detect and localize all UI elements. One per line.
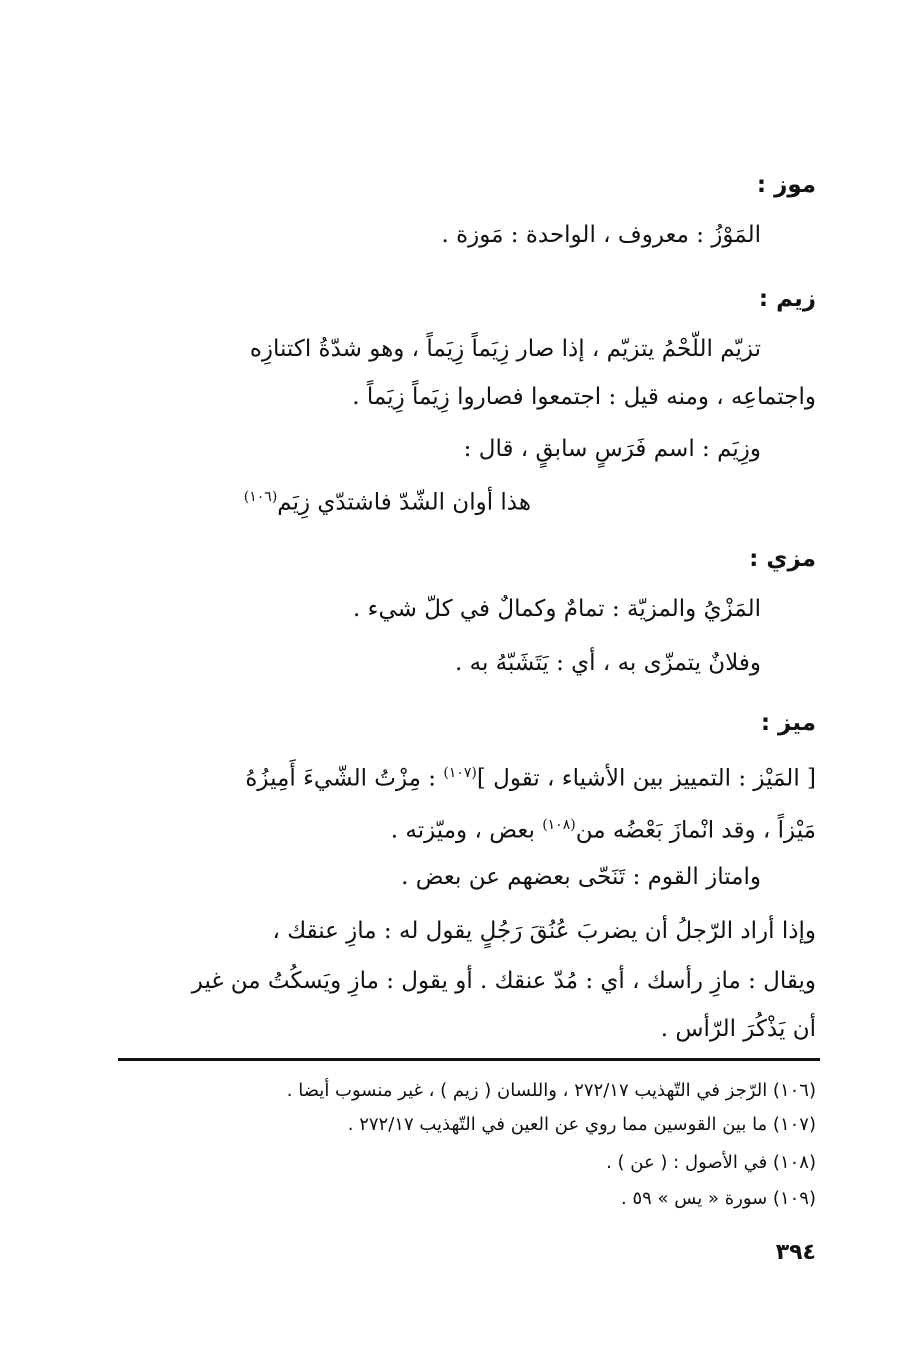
entry-line: وزِيَم : اسم فَرَسٍ سابقٍ ، قال : bbox=[463, 436, 761, 462]
entry-line: المَوْزُ : معروف ، الواحدة : مَوزة . bbox=[441, 222, 761, 248]
entry-line: وفلانٌ يتمزّى به ، أي : يَتَشَبّهُ به . bbox=[454, 650, 761, 676]
bracketed-text: [ المَيْز : التمييز بين الأشياء ، تقول ] bbox=[476, 765, 816, 792]
page-number: ٣٩٤ bbox=[775, 1240, 816, 1265]
entry-line: تزيّم اللّحْمُ يتزيّم ، إذا صار زِيَماً زِيَماً ، وهو شدّةُ اكتنازِه bbox=[249, 336, 761, 362]
footnote: (١٠٩) سورة « يس » ٥٩ . bbox=[621, 1188, 816, 1209]
verse-line bbox=[244, 482, 531, 518]
footnote: (١٠٦) الرّجز في التّهذيب ٢٧٢/١٧ ، واللسان ( زيم ) ، غير منسوب أيضا . bbox=[286, 1080, 816, 1101]
footnote-ref: (١٠٨) bbox=[542, 817, 576, 833]
entry-text: : مِزْتُ الشّيءَ أَمِيزُهُ bbox=[245, 765, 437, 792]
entry-line: وإذا أراد الرّجلُ أن يضربَ عُنُقَ رَجُلٍ يقول له : مازِ عنقك ، bbox=[272, 918, 816, 944]
footnote-ref: (١٠٦) bbox=[243, 489, 278, 505]
entry-line: واجتماعِه ، ومنه قيل : اجتمعوا فصاروا زِيَماً زِيَماً . bbox=[352, 384, 816, 410]
entry-line: المَزْيُ والمزيّة : تمامٌ وكمالٌ في كلّ شيء . bbox=[353, 596, 761, 622]
headword-mawz: موز : bbox=[756, 172, 816, 198]
footnote: (١٠٧) ما بين القوسين مما روي عن العين في التّهذيب ٢٧٢/١٧ . bbox=[347, 1114, 816, 1135]
footnote-ref: (١٠٧) bbox=[443, 765, 477, 781]
entry-line: أن يَذْكُرَ الرّأس . bbox=[660, 1016, 816, 1042]
headword-mazy: مزي : bbox=[749, 546, 816, 572]
footnote-divider bbox=[118, 1058, 820, 1061]
entry-line: وامتاز القوم : تَنَحّى بعضهم عن بعض . bbox=[401, 864, 761, 890]
footnote: (١٠٨) في الأصول : ( عن ) . bbox=[606, 1152, 816, 1173]
entry-text: بعض ، وميّزته . bbox=[390, 817, 535, 844]
entry-text: مَيْزاً ، وقد انْمازَ بَعْضُه من bbox=[575, 817, 816, 844]
headword-mayz: ميز : bbox=[760, 710, 816, 736]
entry-line bbox=[245, 758, 816, 794]
entry-line bbox=[391, 810, 816, 846]
verse-text: هذا أوان الشّدّ فاشتدّي زِيَم bbox=[277, 489, 531, 516]
entry-line: ويقال : مازِ رأسك ، أي : مُدّ عنقك . أو يقول : مازِ ويَسكُتُ من غير bbox=[191, 968, 816, 994]
headword-zaym: زيم : bbox=[758, 286, 816, 312]
